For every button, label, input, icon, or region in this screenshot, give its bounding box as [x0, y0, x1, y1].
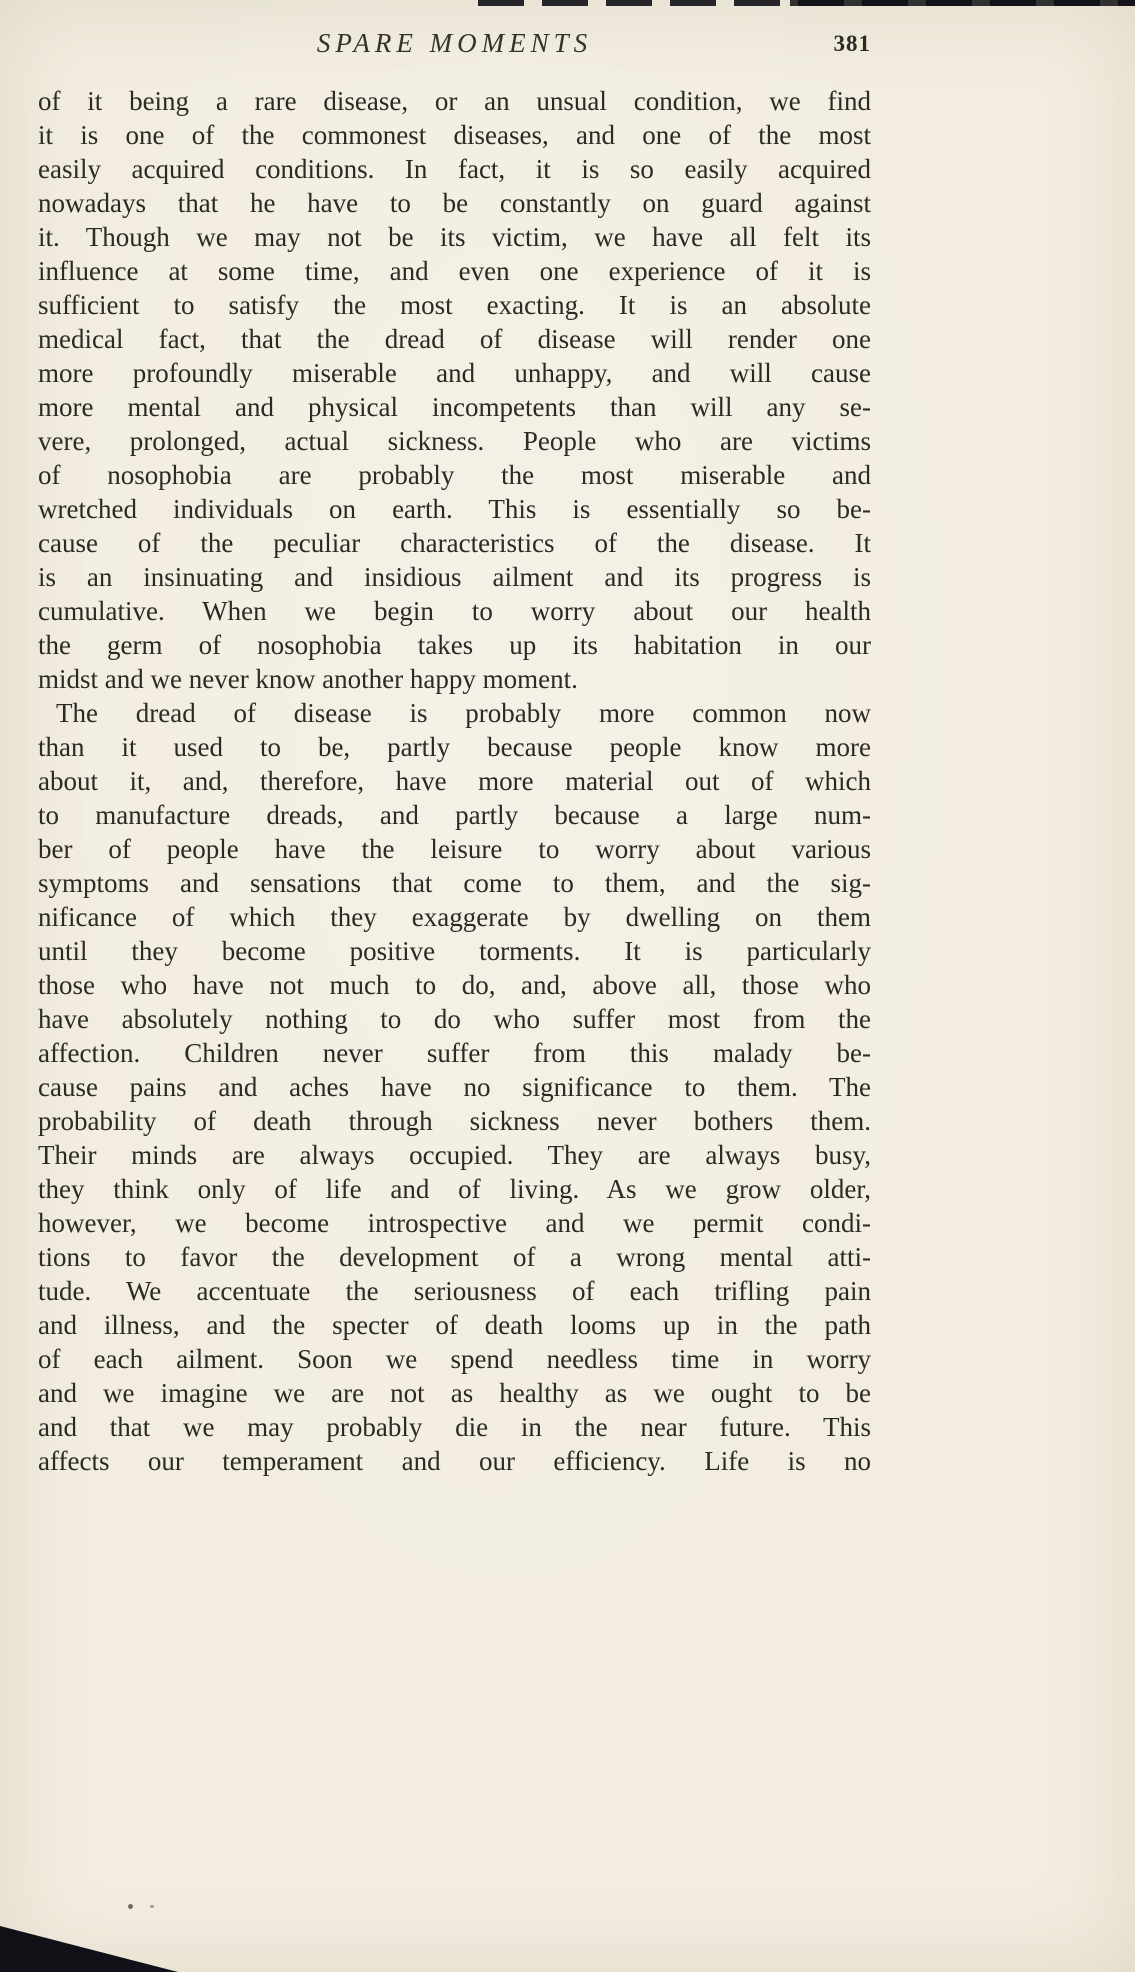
text-line: symptoms and sensations that come to them, and the sig- — [38, 868, 871, 898]
text-line: influence at some time, and even one experience of it is — [38, 256, 871, 286]
scan-top-edge-artifact-solid — [790, 0, 1135, 6]
text-line: sufficient to satisfy the most exacting. It is an absolute — [38, 290, 871, 320]
text-line: midst and we never know another happy moment. — [38, 664, 578, 694]
text-block — [38, 84, 871, 1478]
text-line: of it being a rare disease, or an unsual condition, we find — [38, 86, 871, 116]
text-line: more mental and physical incompetents than will any se- — [38, 392, 871, 422]
text-line: however, we become introspective and we permit condi- — [38, 1208, 871, 1238]
text-line: more profoundly miserable and unhappy, and will cause — [38, 358, 871, 388]
text-line: probability of death through sickness never bothers them. — [38, 1106, 871, 1136]
text-line: cumulative. When we begin to worry about our health — [38, 596, 871, 626]
text-line: it is one of the commonest diseases, and one of the most — [38, 120, 871, 150]
text-line: until they become positive torments. It is particularly — [38, 936, 871, 966]
running-title: SPARE MOMENTS — [316, 28, 593, 58]
text-line: they think only of life and of living. As we grow older, — [38, 1174, 871, 1204]
text-line: of each ailment. Soon we spend needless time in worry — [38, 1344, 871, 1374]
text-line: and we imagine we are not as healthy as we ought to be — [38, 1378, 871, 1408]
text-line: and illness, and the specter of death looms up in the path — [38, 1310, 871, 1340]
text-line: Their minds are always occupied. They are always busy, — [38, 1140, 871, 1170]
text-line: of nosophobia are probably the most miserable and — [38, 460, 871, 490]
ink-speck — [128, 1904, 133, 1909]
text-line: ber of people have the leisure to worry about various — [38, 834, 871, 864]
text-line: to manufacture dreads, and partly because a large num- — [38, 800, 871, 830]
page-number: 381 — [833, 31, 871, 56]
page-header — [38, 28, 871, 68]
text-line: the germ of nosophobia takes up its habitation in our — [38, 630, 871, 660]
text-line: tude. We accentuate the seriousness of each trifling pain — [38, 1276, 871, 1306]
text-line: wretched individuals on earth. This is essentially so be- — [38, 494, 871, 524]
paragraph — [38, 84, 871, 696]
text-line: cause pains and aches have no significance to them. The — [38, 1072, 871, 1102]
text-line: than it used to be, partly because people know more — [38, 732, 871, 762]
paragraph — [38, 696, 871, 1478]
text-line: is an insinuating and insidious ailment and its progress is — [38, 562, 871, 592]
text-line: nowadays that he have to be constantly on guard against — [38, 188, 871, 218]
text-line: about it, and, therefore, have more material out of which — [38, 766, 871, 796]
text-line: affection. Children never suffer from this malady be- — [38, 1038, 871, 1068]
scan-corner-shadow — [0, 1926, 178, 1972]
text-line: cause of the peculiar characteristics of the disease. It — [38, 528, 871, 558]
text-line: have absolutely nothing to do who suffer most from the — [38, 1004, 871, 1034]
text-line: vere, prolonged, actual sickness. People who are victims — [38, 426, 871, 456]
text-line: easily acquired conditions. In fact, it is so easily acquired — [38, 154, 871, 184]
text-line: and that we may probably die in the near future. This — [38, 1412, 871, 1442]
text-line: tions to favor the development of a wrong mental atti- — [38, 1242, 871, 1272]
text-line: those who have not much to do, and, above all, those who — [38, 970, 871, 1000]
text-line: affects our temperament and our efficiency. Life is no — [38, 1446, 871, 1476]
text-line: medical fact, that the dread of disease will render one — [38, 324, 871, 354]
text-line: The dread of disease is probably more common now — [56, 698, 871, 728]
text-line: it. Though we may not be its victim, we have all felt its — [38, 222, 871, 252]
text-line: nificance of which they exaggerate by dwelling on them — [38, 902, 871, 932]
